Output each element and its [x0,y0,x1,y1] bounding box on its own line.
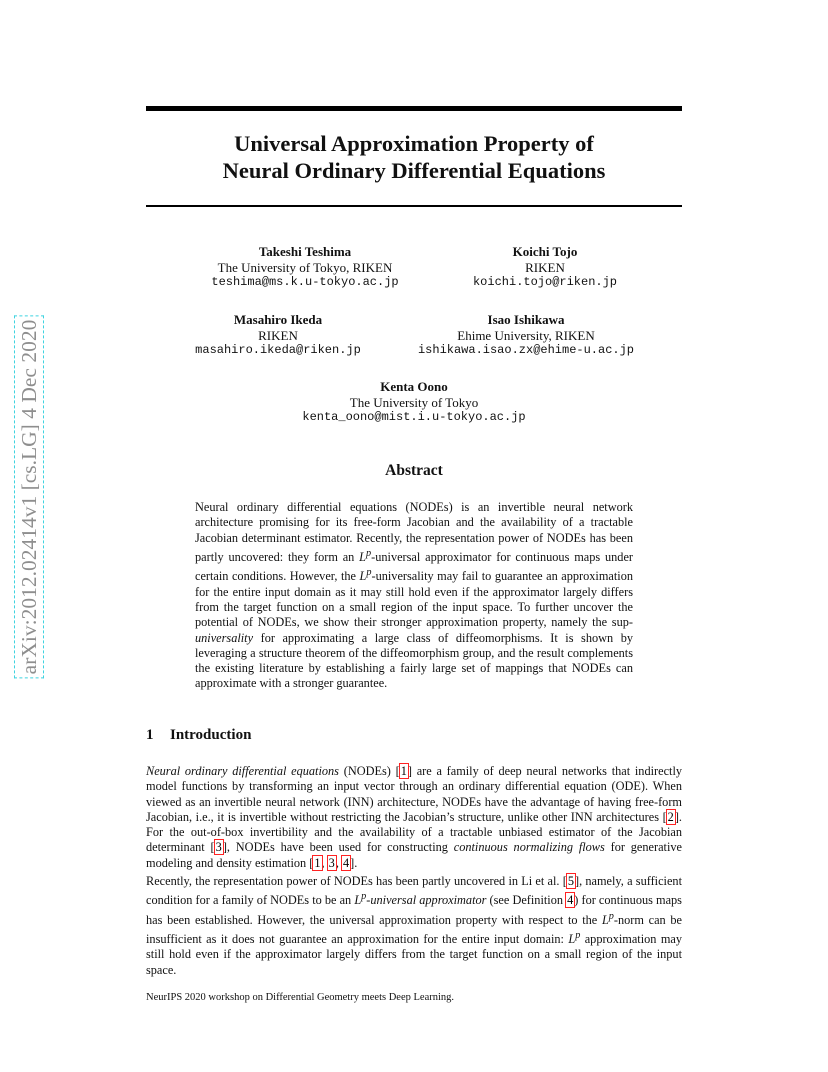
title-bottom-rule [146,205,682,207]
citation-link[interactable]: 3 [328,855,335,870]
definition-link[interactable]: 4 [567,893,574,908]
arxiv-identifier[interactable]: arXiv:2012.02414v1 [cs.LG] 4 Dec 2020 [17,319,41,675]
abstract-heading: Abstract [385,462,443,479]
author-block [290,379,538,426]
author-name: Masahiro Ikeda [233,312,323,327]
citation-link[interactable]: 1 [400,764,407,778]
author-email: koichi.tojo@riken.jp [472,275,618,289]
author-block [200,244,410,291]
author-email: kenta_oono@mist.i.u-tokyo.ac.jp [302,410,526,424]
author-name: Kenta Oono [380,379,448,394]
author-affiliation: Ehime University, RIKEN [457,327,595,343]
section-heading: 1 Introduction [146,727,252,743]
author-block [178,312,378,359]
author-block [412,312,640,359]
footnote: NeurIPS 2020 workshop on Differential Geometry meets Deep Learning. [146,992,455,1003]
title-top-rule [146,106,682,111]
author-affiliation: The University of Tokyo, RIKEN [217,259,393,275]
citation-link[interactable]: 5 [567,874,574,888]
author-name: Isao Ishikawa [487,312,565,327]
citation-link[interactable]: 3 [215,840,222,855]
author-affiliation: The University of Tokyo [349,394,479,410]
abstract-text: Neural ordinary differential equations (NODEs) is an invertible neural network architecture promising for its free-form Jacobian and the availability of a tractable Jacobian determinant estimator. Recently, the representation power of NODEs has been partly uncovered: they form an $L^p$-universal approximator for continuous maps under certain conditions. However, the $L^p$-universality may fail to guarantee an approximation for the entire input domain as it may still hold even if the approximator largely differs from the target function on a small region of the input space. To further uncover the potential of NODEs, we show their stronger approximation property, namely the sup-universality for approximating a large class of diffeomorphisms. It is shown by leveraging a structure theorem of the diffeomorphism group, and the result complements the existing literature by establishing a fairly large set of mappings that NODEs can approximate with a stronger guarantee. [195,500,633,691]
author-name: Takeshi Teshima [258,244,352,259]
intro-paragraph: Neural ordinary differential equations (NODEs) [1] are a family of deep neural networks that indirectly model functions by transforming an input vector through an ordinary differential equation (ODE). When viewed as an invertible neural network (INN) architecture, NODEs have the advantage of having free-form Jacobian, i.e., it is invertible without restricting the Jacobian’s structure, unlike other INN architectures [2]. For the out-of-box invertibility and the availability of a tractable unbiased estimator of the Jacobian determinant [3], NODEs have been used for constructing continuous normalizing flows for generative modeling and density estimation [1, 3, 4]. [146,764,683,870]
author-email: ishikawa.isao.zx@ehime-u.ac.jp [417,343,635,357]
intro-paragraph: Recently, the representation power of NODEs has been partly uncovered in Li et al. [5], namely, a sufficient condition for a family of NODEs to be an $L^p$-universal approximator (see Definition 4) for continuous maps has been established. However, the universal approximation property with respect to the $L^p$-norm can be insufficient as it does not guarantee an approximation for the entire input domain: $L^p$ approximation may still hold even if the approximator largely differs from the target function on a small region of the input space. [146,874,682,977]
citation-link[interactable]: 2 [667,809,674,824]
citation-link[interactable]: 1 [314,855,321,870]
author-name: Koichi Tojo [512,244,578,259]
author-affiliation: RIKEN [258,327,298,343]
author-email: masahiro.ikeda@riken.jp [195,343,361,357]
author-email: teshima@ms.k.u-tokyo.ac.jp [211,275,399,289]
author-affiliation: RIKEN [525,259,565,275]
paper-title: Universal Approximation Property of Neural Ordinary Differential Equations [222,131,606,183]
citation-link[interactable]: 4 [342,855,350,870]
author-block [450,244,640,291]
